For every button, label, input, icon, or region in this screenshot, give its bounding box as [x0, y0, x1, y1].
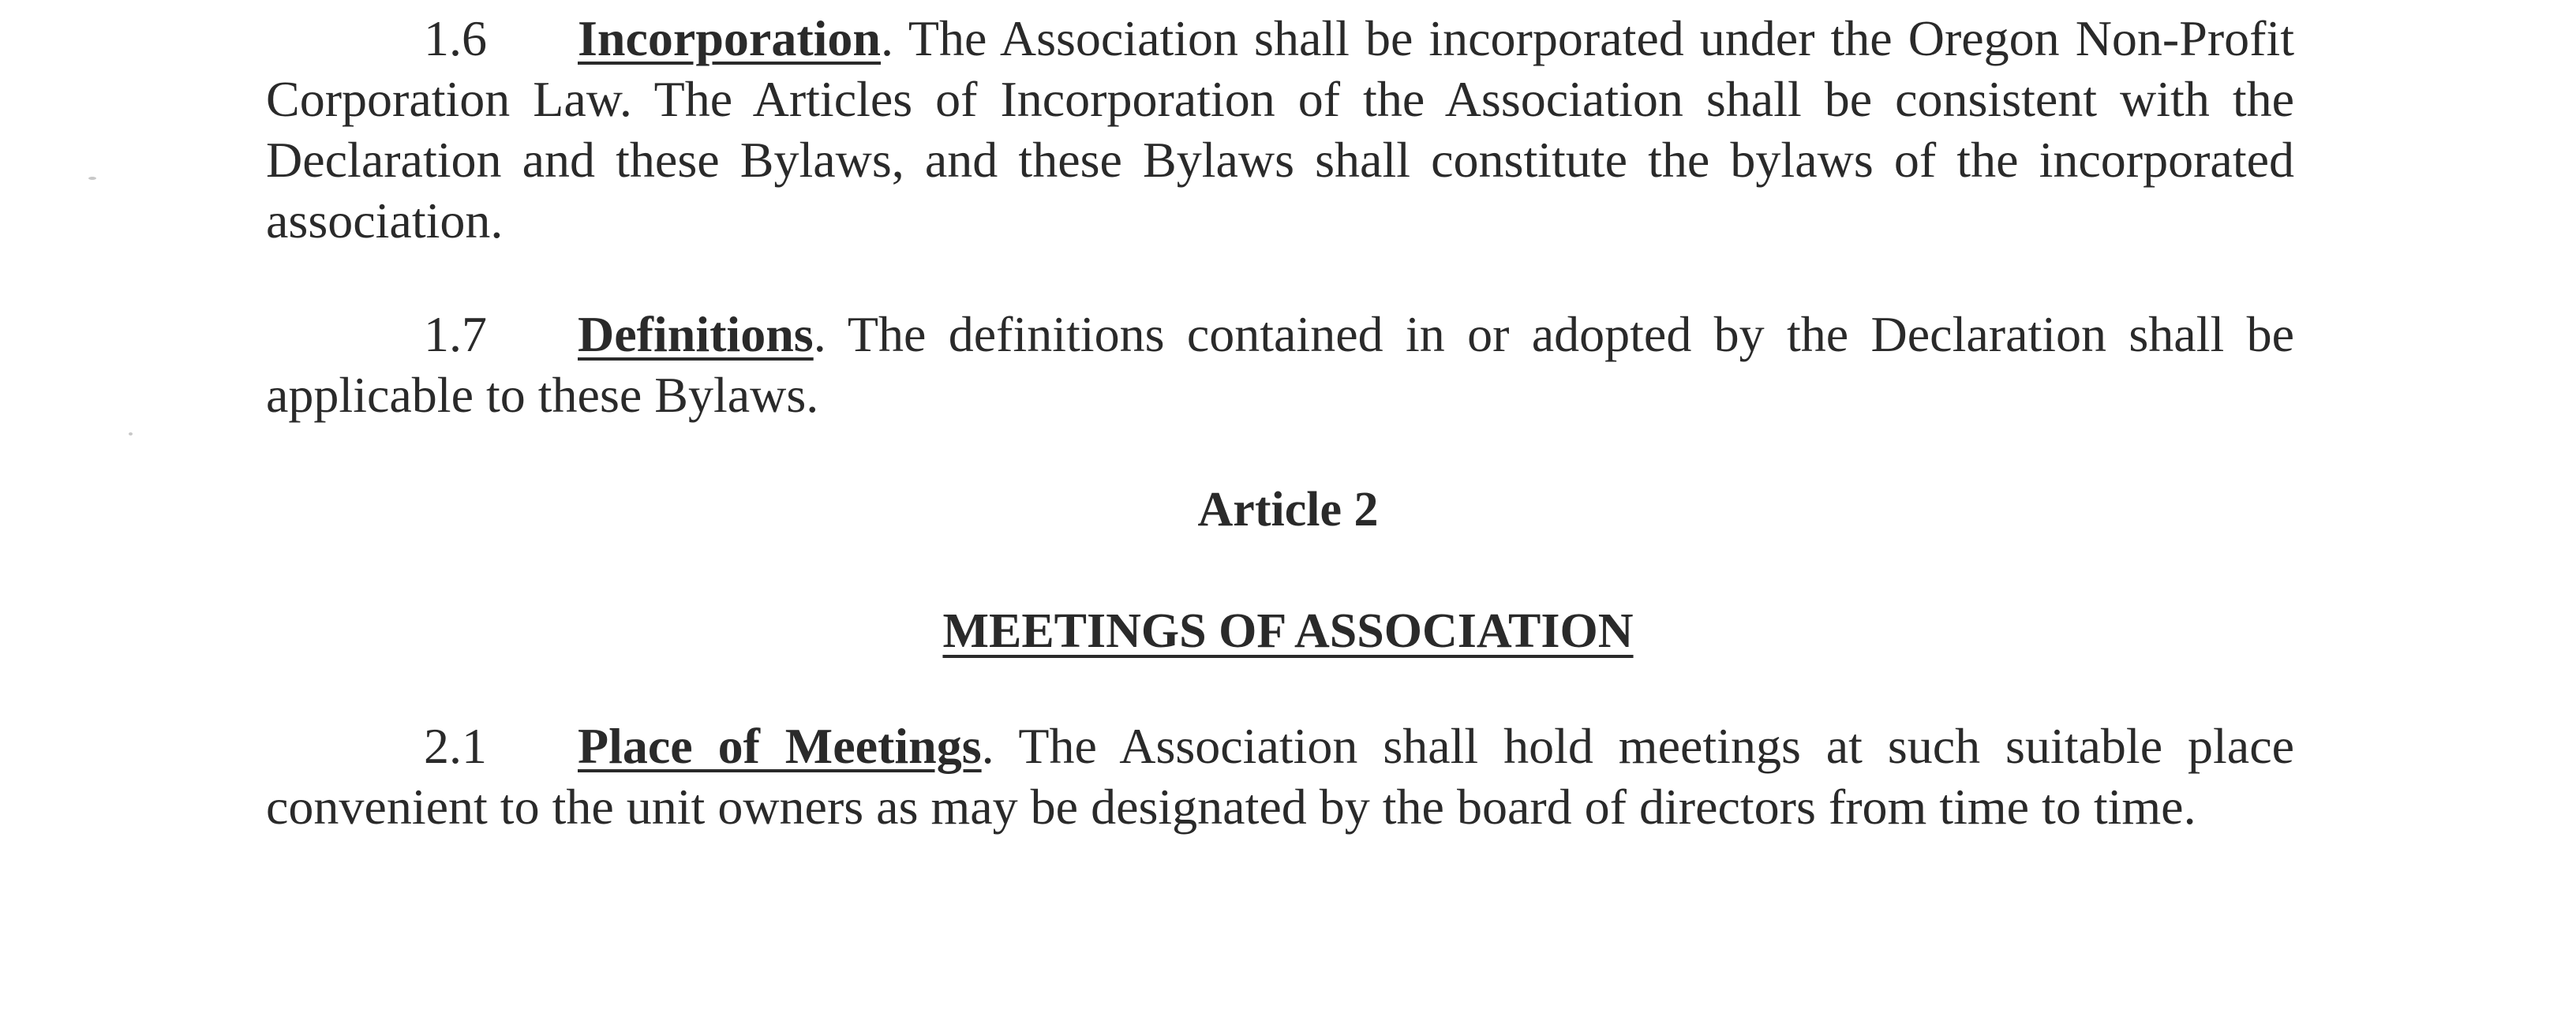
- section-heading: Incorporation: [578, 10, 881, 66]
- section-1-7: [266, 304, 2294, 425]
- section-heading: Definitions: [578, 306, 814, 362]
- section-body: . The definitions contained in or adopted by the Declaration shall be applicable to these Bylaws.: [266, 306, 2294, 423]
- section-body: . The Association shall be incorporated under the Oregon Non-Profit Corporation Law. The Articles of Incorporation of the Association shall be consistent with the Declaration and these Bylaws, and these Bylaws shall constitute the bylaws of the incorporated association.: [266, 10, 2294, 249]
- section-2-1: [266, 716, 2294, 837]
- article-label: Article 2: [1197, 483, 1379, 536]
- section-1-6: [266, 8, 2294, 251]
- section-number: 2.1: [424, 718, 487, 774]
- article-title: [0, 601, 2576, 662]
- section-number: 1.7: [424, 306, 487, 362]
- section-heading: Place of Meetings: [578, 718, 982, 774]
- section-body: . The Association shall hold meetings at such suitable place convenient to the unit owners as may be designated by the board of directors from time to time.: [266, 718, 2295, 835]
- section-number: 1.6: [424, 10, 487, 66]
- scan-speck: [88, 177, 96, 180]
- article-title-text: MEETINGS OF ASSOCIATION: [942, 604, 1634, 658]
- scan-speck: [129, 432, 133, 435]
